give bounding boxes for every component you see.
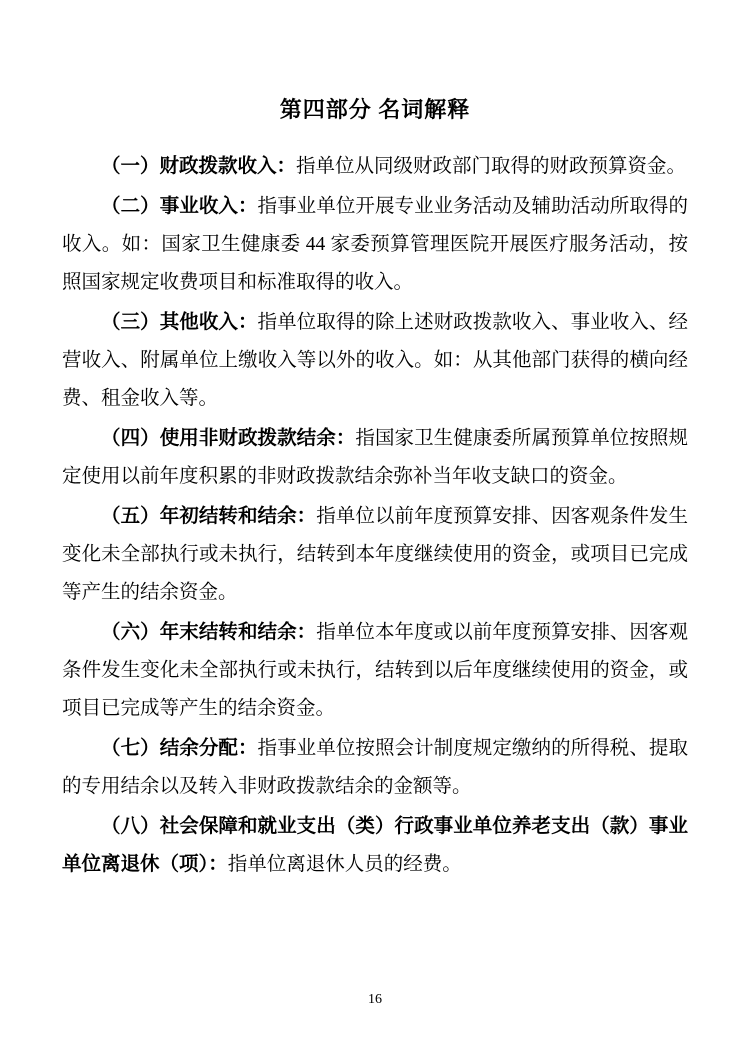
page-number: 16 [368, 992, 382, 1007]
term-label: （二）事业收入： [101, 195, 258, 217]
paragraph-item [62, 614, 688, 728]
term-definition: 指事业单位按照会计制度规定缴纳的所得税、提取的专用结余以及转入非财政拨款结余的金额等。 [62, 738, 688, 798]
term-label: （三）其他收入： [101, 311, 258, 333]
paragraph-item [62, 498, 688, 612]
term-label: （七）结余分配： [101, 738, 258, 760]
page-title: 第四部分 名词解释 [279, 97, 471, 122]
term-label: （六）年末结转和结余： [101, 621, 317, 643]
paragraph-item [62, 148, 688, 186]
paragraph-item [62, 188, 688, 302]
paragraph-item [62, 420, 688, 496]
term-definition: 指单位本年度或以前年度预算安排、因客观条件发生变化未全部执行或未执行，结转到以后年度继续使用的资金，或项目已完成等产生的结余资金。 [62, 621, 688, 720]
term-definition: 指国家卫生健康委所属预算单位按照规定使用以前年度积累的非财政拨款结余弥补当年收支缺口的资金。 [62, 427, 688, 487]
term-definition: 指单位以前年度预算安排、因客观条件发生变化未全部执行或未执行，结转到本年度继续使用的资金，或项目已完成等产生的结余资金。 [62, 505, 688, 603]
term-definition: 指单位从同级财政部门取得的财政预算资金。 [296, 155, 687, 177]
term-definition: 指事业单位开展专业业务活动及辅助活动所取得的收入。如：国家卫生健康委 44 家委预算管理医院开展医疗服务活动，按照国家规定收费项目和标准取得的收入。 [62, 195, 688, 293]
term-definition: 指单位取得的除上述财政拨款收入、事业收入、经营收入、附属单位上缴收入等以外的收入。如：从其他部门获得的横向经费、租金收入等。 [62, 311, 688, 409]
term-label: （八）社会保障和就业支出（类）行政事业单位养老支出（款）事业单位离退休（项）： [62, 816, 688, 876]
term-label: （一）财政拨款收入： [101, 155, 297, 177]
paragraph-item [62, 808, 688, 884]
paragraph-item [62, 304, 688, 418]
term-definition: 指单位离退休人员的经费。 [227, 854, 462, 876]
term-label: （四）使用非财政拨款结余： [101, 427, 356, 449]
paragraph-item [62, 730, 688, 806]
term-label: （五）年初结转和结余： [101, 505, 317, 527]
